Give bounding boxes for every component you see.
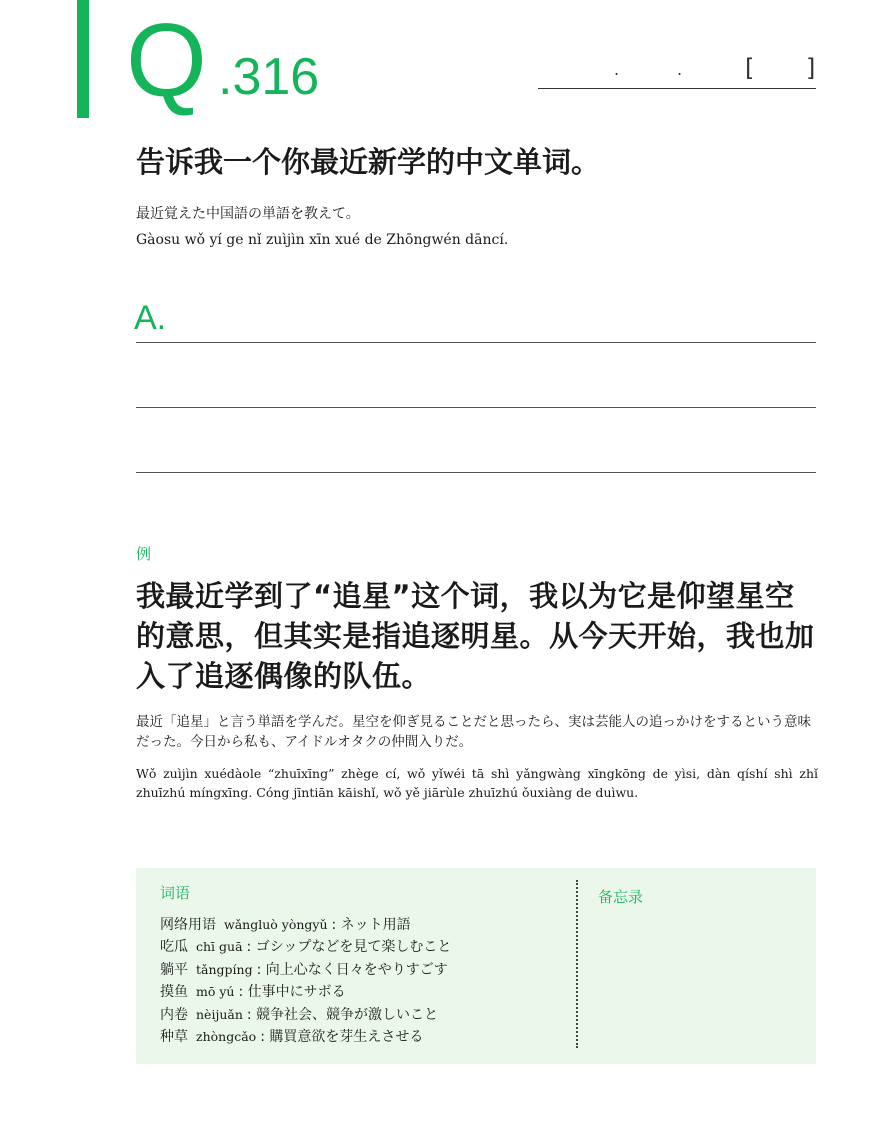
vocab-word: 吃瓜 [160, 939, 188, 956]
question-japanese: 最近覚えた中国語の単語を教えて。 [136, 206, 360, 222]
vocab-word: 摸鱼 [160, 984, 188, 1001]
example-pinyin: Wǒ zuìjìn xuédàole “zhuīxīng” zhège cí, wǒ yǐwéi tā shì yǎngwàng xīngkōng de yìsi, dàn qíshí shì zhǐ zhuīzhú míngxīng. Cóng jīntiān kāishǐ, wǒ yě jiārùle zhuīzhú ǒuxiàng de duìwu. [136, 766, 818, 800]
answer-label: A. [134, 299, 167, 337]
vocab-pinyin: zhòngcǎo [196, 1029, 257, 1045]
date-separator: . [677, 60, 683, 79]
vocab-word: 躺平 [160, 961, 188, 978]
example-japanese: 最近「追星」と言う単語を学んだ。星空を仰ぎ見ることだと思ったら、実は芸能人の追っかけをするという意味だった。今日から私も、アイドルオタクの仲間入りだ。 [136, 714, 811, 750]
vocab-panel [136, 868, 816, 1064]
vocab-meaning: : ネット用語 [331, 917, 411, 933]
vocab-item [160, 1026, 451, 1048]
vocab-item [160, 959, 451, 981]
vocab-title: 词语 [160, 884, 191, 902]
vocab-item [160, 981, 451, 1003]
vocab-meaning: : ゴシップなどを見て楽しむこと [246, 939, 452, 956]
vocab-word: 种草 [160, 1029, 188, 1046]
vocab-word: 网络用语 [160, 917, 216, 933]
vocab-pinyin: chī guā [196, 939, 243, 955]
vocab-pinyin: wǎngluò yòngyǔ [224, 917, 328, 932]
example-label: 例 [136, 545, 152, 563]
weekday-bracket-right: ] [806, 54, 816, 82]
example-chinese: 我最近学到了“追星”这个词，我以为它是仰望星空的意思，但其实是指追逐明星。从今天开始，我也加入了追逐偶像的队伍。 [136, 579, 815, 693]
vocab-pinyin: nèijuǎn [196, 1006, 243, 1022]
date-field[interactable] [538, 56, 816, 89]
vocab-meaning: : 購買意欲を芽生えさせる [260, 1029, 424, 1046]
answer-line[interactable] [136, 472, 816, 473]
question-chinese: 告诉我一个你最近新学的中文单词。 [136, 145, 601, 179]
vocab-meaning: : 向上心なく日々をやりすごす [256, 961, 448, 978]
memo-title: 备忘录 [598, 888, 644, 906]
answer-line[interactable] [136, 342, 816, 343]
vocab-list [160, 914, 451, 1048]
vocab-word: 内卷 [160, 1006, 188, 1023]
vocab-pinyin: tǎngpíng [196, 961, 253, 977]
vocab-item [160, 936, 451, 958]
date-separator: . [614, 60, 620, 79]
answer-line[interactable] [136, 407, 816, 408]
question-number: .316 [218, 48, 320, 106]
accent-bar [77, 0, 89, 118]
vocab-item [160, 914, 451, 936]
vocab-meaning: : 競争社会、競争が激しいこと [246, 1006, 439, 1023]
vocab-item [160, 1004, 451, 1026]
vocab-pinyin: mō yú [196, 984, 235, 1000]
panel-divider [576, 880, 578, 1048]
weekday-bracket-left: [ [745, 54, 755, 82]
vocab-meaning: : 仕事中にサボる [238, 984, 346, 1001]
question-pinyin: Gàosu wǒ yí ge nǐ zuìjìn xīn xué de Zhōngwén dāncí. [136, 232, 509, 248]
question-letter: Q [126, 3, 205, 119]
